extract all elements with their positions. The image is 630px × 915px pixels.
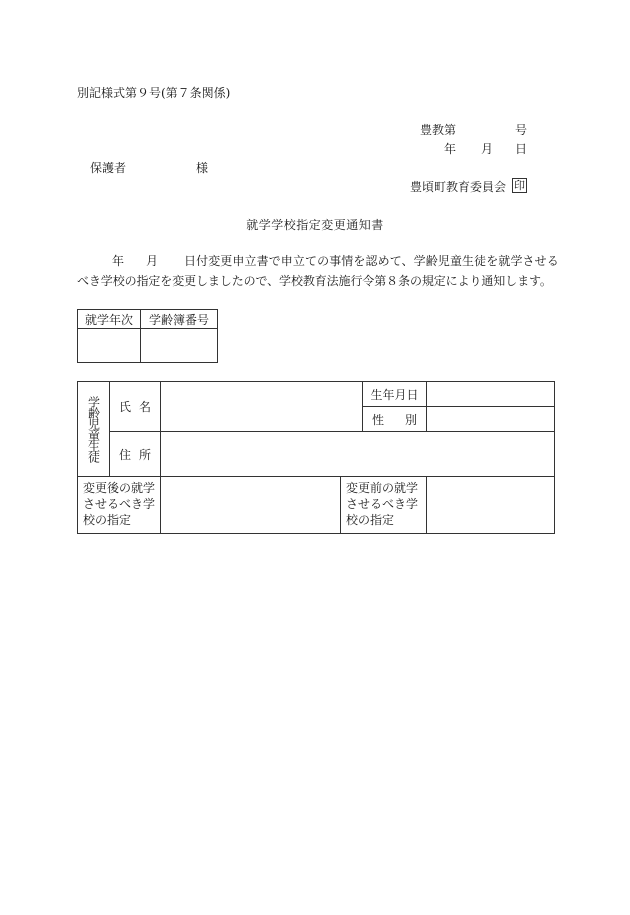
name-label: 氏 名 xyxy=(110,382,161,432)
student-group-label: 学齢児童生徒 xyxy=(78,382,110,477)
school-after-change-label: 変更後の就学させるべき学校の指定 xyxy=(78,477,161,534)
date-month-label: 月 xyxy=(481,142,494,156)
body-paragraph-line-1 xyxy=(75,254,559,270)
enrollment-year-field[interactable] xyxy=(78,329,141,363)
document-number-suffix: 号 xyxy=(515,123,528,137)
body-year-label: 年 xyxy=(112,254,125,268)
addressee-honorific: 様 xyxy=(196,161,209,175)
school-after-change-field[interactable] xyxy=(161,477,341,534)
document-title: 就学学校指定変更通知書 xyxy=(246,218,384,232)
sex-field[interactable] xyxy=(427,407,555,432)
name-field[interactable] xyxy=(161,382,363,432)
register-number-field[interactable] xyxy=(141,329,218,363)
enrollment-info-table xyxy=(77,309,218,363)
address-field[interactable] xyxy=(161,432,555,477)
issuer-name: 豊頃町教育委員会 xyxy=(410,180,507,194)
school-before-change-field[interactable] xyxy=(427,477,555,534)
school-before-change-label: 変更前の就学させるべき学校の指定 xyxy=(341,477,427,534)
date-day-label: 日 xyxy=(515,142,528,156)
register-number-header: 学齢簿番号 xyxy=(141,310,218,329)
birthdate-label: 生年月日 xyxy=(363,382,427,407)
date-year-label: 年 xyxy=(444,142,457,156)
body-month-label: 月 xyxy=(146,254,159,268)
sex-label: 性 別 xyxy=(363,407,427,432)
birthdate-field[interactable] xyxy=(427,382,555,407)
form-header: 別記様式第９号(第７条関係) xyxy=(77,86,231,100)
enrollment-year-header: 就学年次 xyxy=(78,310,141,329)
seal-stamp: 印 xyxy=(514,179,525,192)
body-paragraph-line-2: べき学校の指定を変更しましたので、学校教育法施行令第８条の規定により通知します。 xyxy=(77,274,552,288)
student-info-table xyxy=(77,381,555,534)
document-number-prefix: 豊教第 xyxy=(420,123,457,137)
body-text-line-1: 日付変更申立書で申立ての事情を認めて、学齢児童生徒を就学させる xyxy=(184,254,559,268)
address-label: 住 所 xyxy=(110,432,161,477)
addressee-label: 保護者 xyxy=(90,161,127,175)
